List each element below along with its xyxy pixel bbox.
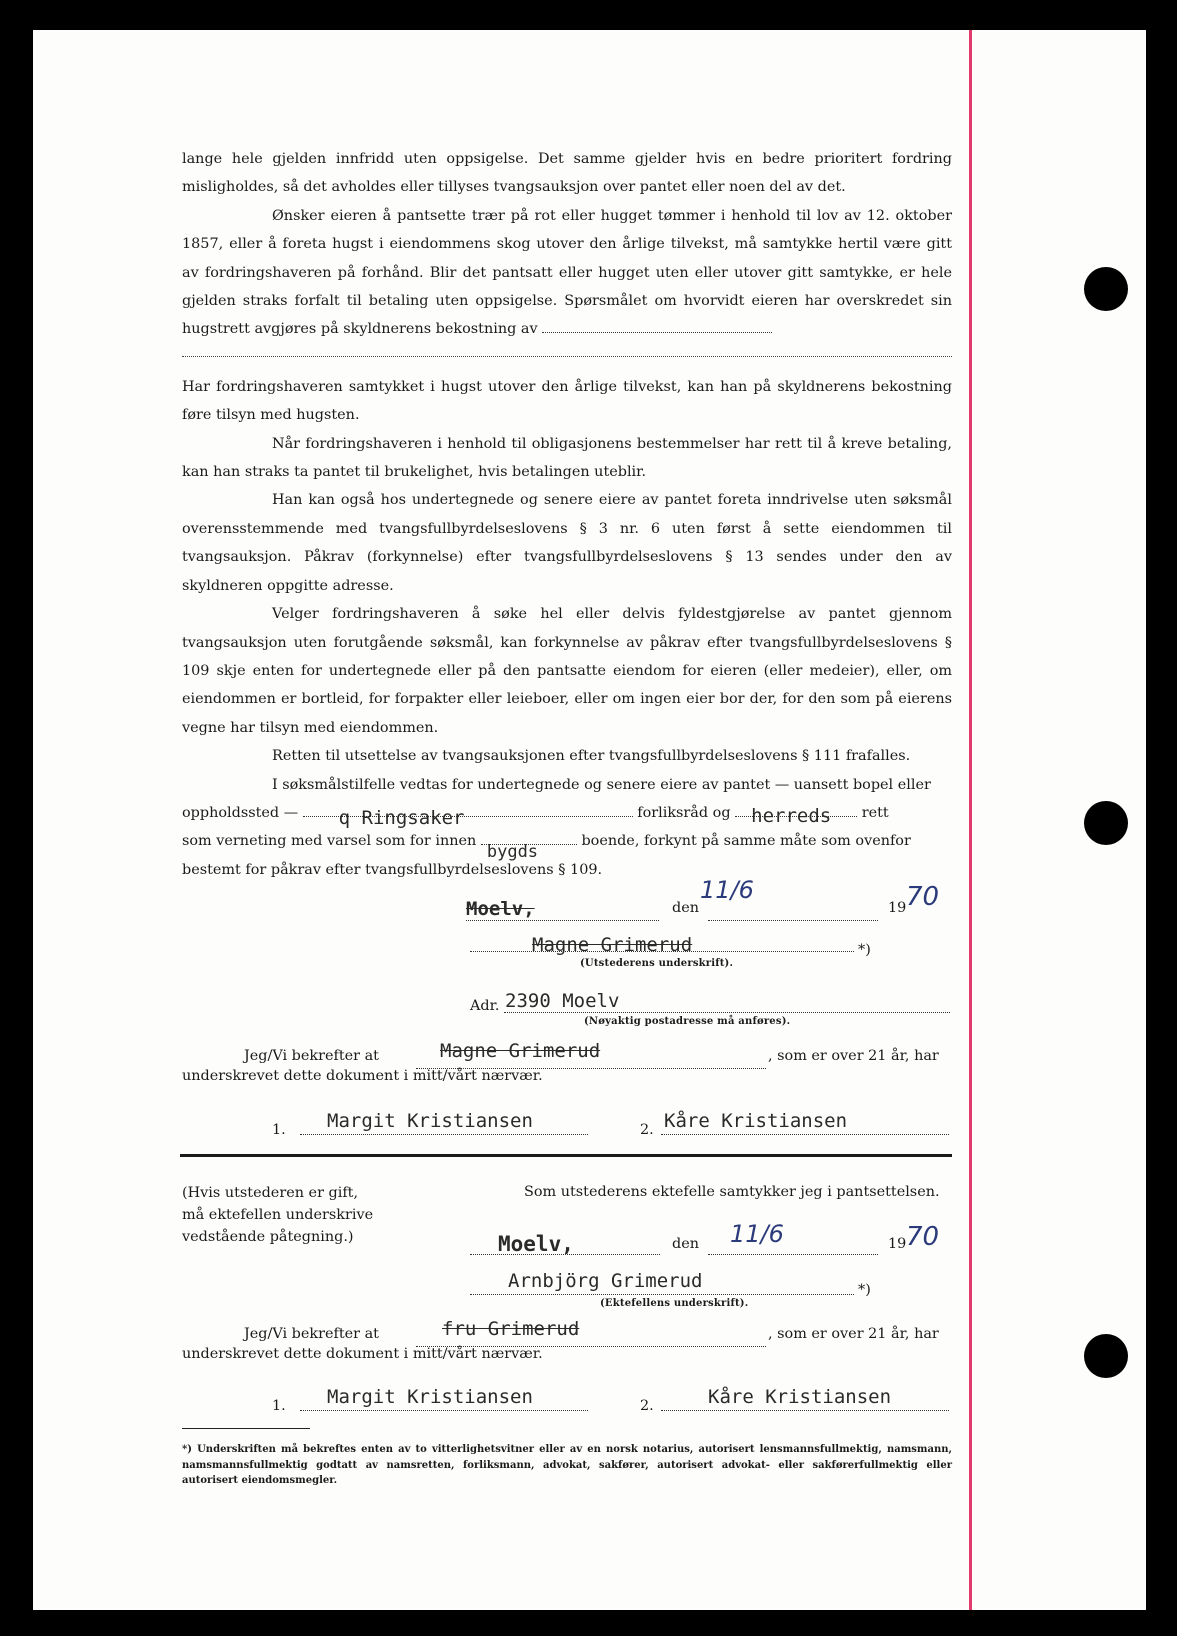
paragraph-3: Har fordringshaveren samtykket i hugst utover den årlige tilvekst, kan han på skyldnerens bekostning føre tilsyn med hugsten. xyxy=(182,378,952,424)
witness2-line2: underskrevet dette dokument i mitt/vårt nærvær. xyxy=(182,1346,543,1362)
witness2-line-1 xyxy=(300,1410,588,1411)
spouse-place: Moelv, xyxy=(498,1232,574,1256)
witness1-line-2 xyxy=(661,1134,949,1135)
paragraph-6: Velger fordringshaveren å søke hel eller delvis fyldestgjørelse av pantet gjennom tvangsauksjon uten forutgående søksmål, kan forkynnelse av påkrav efter tvangsfullbyrdelseslovens § 109 skje enten for undertegnede eller på den pantsatte eiendom for eieren (eller medeier), eller, om eiendommen er bortleid, for forpakter eller leieboer, eller om ingen eier bor der, for den som på eierens vegne har tilsyn med eiendommen. xyxy=(182,606,952,736)
witness2-number-1: 1. xyxy=(272,1398,286,1414)
paragraph-2: Ønsker eieren å pantsette trær på rot eller hugget tømmer i henhold til lov av 12. oktober 1857, eller å foreta hugst i eiendommens skog utover den årlige tilvekst, må samtykke hertil være gitt av fordringshaveren på forhånd. Blir det pantsatt eller hugget uten eller utover gitt samtykke, er hele gjelden straks forfalt til betaling uten oppsigelse. Spørsmålet om hvorvidt eieren har overskredet sin hugstrett avgjøres på skyldnerens bekostning av xyxy=(182,207,952,338)
witness2-signature-2: Kåre Kristiansen xyxy=(708,1386,892,1408)
spouse-star: *) xyxy=(858,1282,871,1298)
dotted-separator xyxy=(182,344,952,357)
spouse-date: 11/6 xyxy=(730,1220,784,1248)
witness1-line2: underskrevet dette dokument i mitt/vårt nærvær. xyxy=(182,1068,543,1084)
footnote: *) Underskriften må bekreftes enten av to vitterlighetsvitner eller av en norsk notarius, autorisert lensmannsfullmektig, namsmann, namsmannsfullmektig godtatt av namsretten, forliksmann, advokat, sakfører, autorisert advokat- eller sakførerfullmektig eller autorisert eiendomsmegler. xyxy=(182,1444,952,1486)
spouse-place-line xyxy=(470,1254,660,1255)
witness1-signature-1: Margit Kristiansen xyxy=(327,1110,533,1132)
margin-line xyxy=(969,30,972,1610)
spouse-den-label: den xyxy=(672,1236,699,1252)
spouse-date-line xyxy=(708,1254,878,1255)
punch-hole-top xyxy=(1084,267,1128,311)
body-text xyxy=(182,145,952,884)
sig1-den-label: den xyxy=(672,900,699,916)
footnote-rule xyxy=(182,1428,310,1429)
spouse-year-prefix: 19 xyxy=(888,1236,907,1252)
witness1-number-1: 1. xyxy=(272,1122,286,1138)
sig1-adr-label: Adr. xyxy=(470,998,500,1014)
witness1-line1-a: Jeg/Vi bekrefter at xyxy=(244,1048,379,1064)
sig1-address: 2390 Moelv xyxy=(505,990,620,1012)
witness2-number-2: 2. xyxy=(640,1398,654,1414)
sig1-signer: Magne Grimerud xyxy=(532,934,693,956)
witness2-line1-a: Jeg/Vi bekrefter at xyxy=(244,1326,379,1342)
witness1-signature-2: Kåre Kristiansen xyxy=(664,1110,848,1132)
spouse-signature-line xyxy=(470,1294,854,1295)
witness2-line-2 xyxy=(661,1410,949,1411)
spouse-note: (Hvis utstederen er gift, må ektefellen underskrive vedstående påtegning.) xyxy=(182,1185,374,1245)
fill-innen: bygds xyxy=(481,844,577,845)
fill-forliksrad: q Ringsaker xyxy=(303,816,633,817)
spouse-year: 70 xyxy=(906,1222,940,1252)
paragraph-7: Retten til utsettelse av tvangsauksjonen efter tvangsfullbyrdelseslovens § 111 frafalles. xyxy=(272,748,911,765)
witness2-line1-b: , som er over 21 år, har xyxy=(768,1326,939,1342)
fill-hugst-appraiser xyxy=(542,332,772,333)
spouse-signer: Arnbjörg Grimerud xyxy=(508,1270,703,1292)
paragraph-9: oppholdssted — q Ringsaker forliksråd og herreds rett xyxy=(182,804,889,829)
sig1-address-line xyxy=(504,1012,950,1013)
paragraph-5: Han kan også hos undertegnede og senere eiere av pantet foreta inndrivelse uten søksmål overensstemmende med tvangsfullbyrdelseslovens § 3 nr. 6 uten først å sette eiendommen til tvangsauksjon. Påkrav (forkynnelse) efter tvangsfullbyrdelseslovens § 13 sendes under den av skyldneren oppgitte adresse. xyxy=(182,492,952,594)
sig1-star: *) xyxy=(858,942,871,958)
paragraph-10: som verneting med varsel som for innen bygds boende, forkynt på samme måte som ovenfor xyxy=(182,833,911,863)
paragraph-1: lange hele gjelden innfridd uten oppsigelse. Det samme gjelder hvis en bedre prioritert fordring misligholdes, så det avholdes eller tillyses tvangsauksjon over pantet eller noen del av det. xyxy=(182,151,952,196)
sig1-place-line xyxy=(466,920,659,921)
fill-rett-type: herreds xyxy=(735,816,857,817)
sig1-year: 70 xyxy=(906,882,940,912)
witness1-line-1 xyxy=(300,1134,588,1135)
spouse-signer-caption: (Ektefellens underskrift). xyxy=(600,1298,749,1309)
witness1-line1-b: , som er over 21 år, har xyxy=(768,1048,939,1064)
paragraph-8: I søksmålstilfelle vedtas for undertegnede og senere eiere av pantet — uansett bopel eller xyxy=(272,776,931,793)
sig1-signer-caption: (Utstederens underskrift). xyxy=(580,958,734,969)
witness1-number-2: 2. xyxy=(640,1122,654,1138)
witness2-signature-1: Margit Kristiansen xyxy=(327,1386,533,1408)
punch-hole-middle xyxy=(1084,801,1128,845)
paragraph-11: bestemt for påkrav efter tvangsfullbyrdelseslovens § 109. xyxy=(182,861,603,878)
section-divider xyxy=(180,1154,952,1157)
witness1-name: Magne Grimerud xyxy=(440,1040,601,1062)
sig1-date: 11/6 xyxy=(700,876,754,904)
witness2-name: fru Grimerud xyxy=(442,1318,580,1340)
sig1-date-line xyxy=(708,920,878,921)
sig1-adr-caption: (Nøyaktig postadresse må anføres). xyxy=(584,1016,791,1027)
spouse-consent: Som utstederens ektefelle samtykker jeg i pantsettelsen. xyxy=(524,1184,940,1200)
paragraph-4: Når fordringshaveren i henhold til obligasjonens bestemmelser har rett til å kreve betaling, kan han straks ta pantet til brukelighet, hvis betalingen uteblir. xyxy=(182,435,952,481)
sig1-place: Moelv, xyxy=(466,898,535,920)
sig1-year-prefix: 19 xyxy=(888,900,907,916)
punch-hole-bottom xyxy=(1084,1334,1128,1378)
